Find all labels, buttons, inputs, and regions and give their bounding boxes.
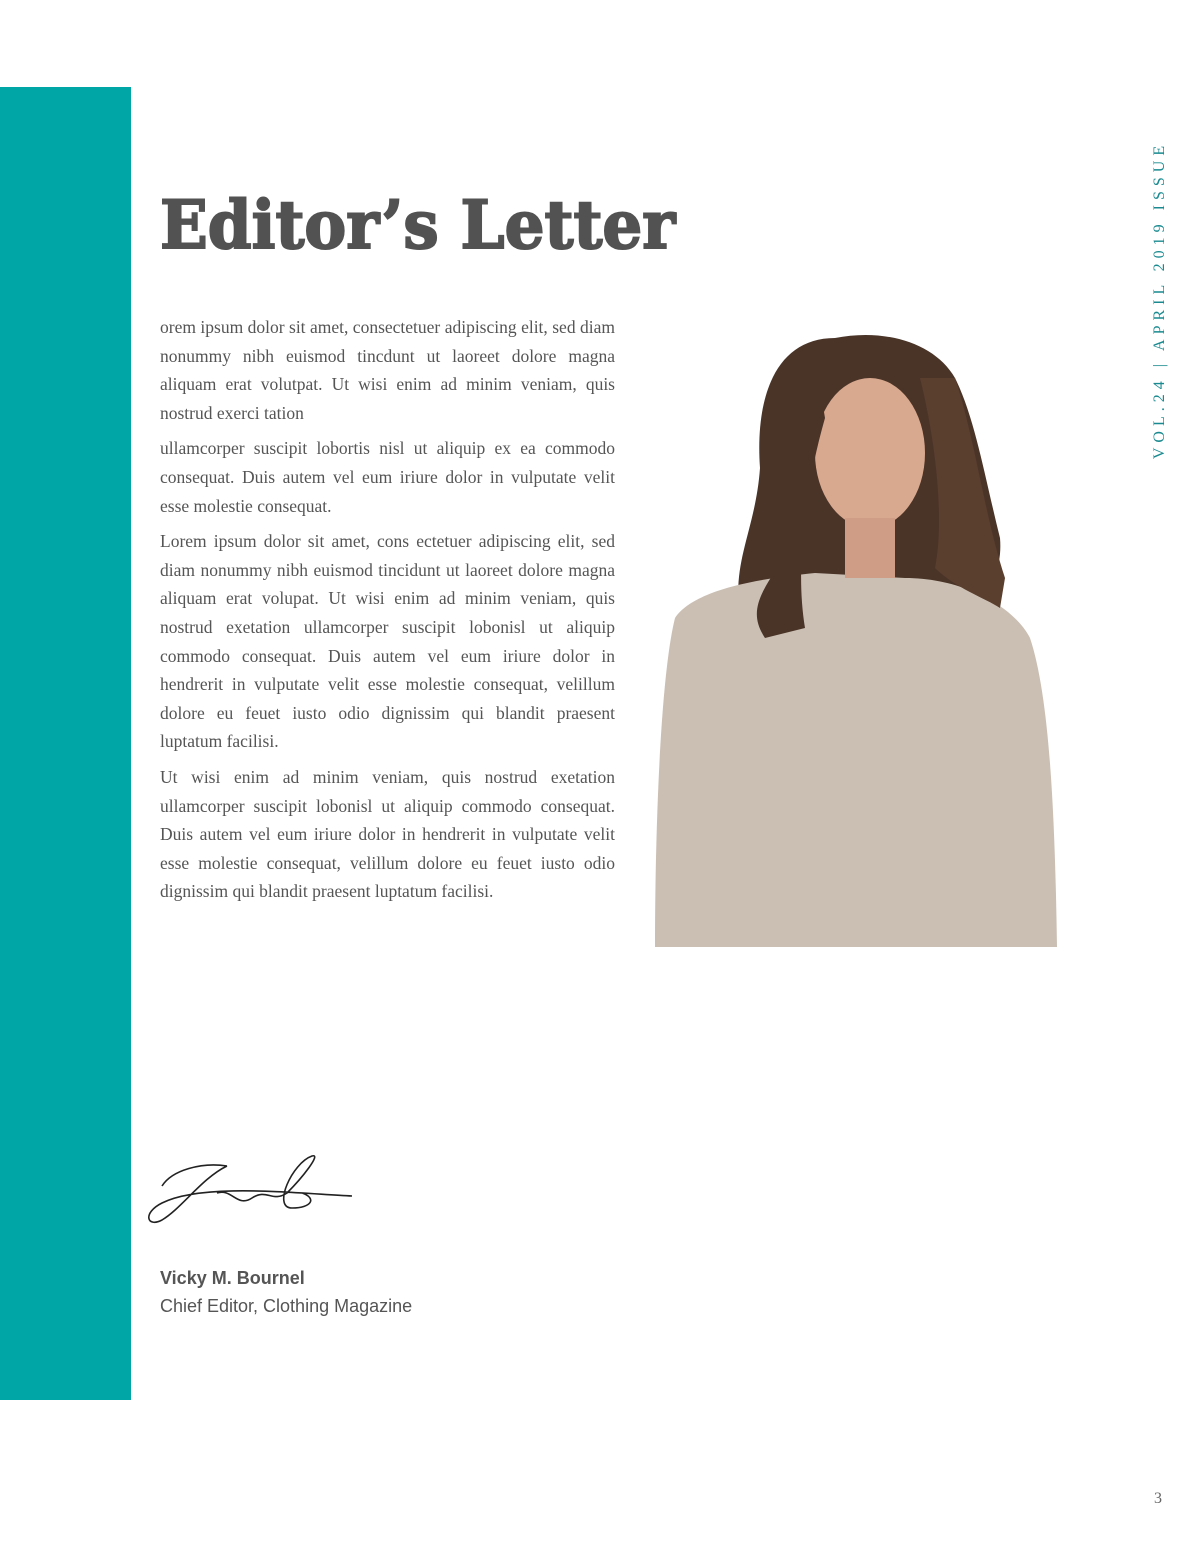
paragraph: ullamcorper suscipit lobortis nisl ut aliquip ex ea commodo consequat. Duis autem vel eum iriure dolor in vulputate velit esse molestie consequat. — [160, 438, 615, 516]
issue-label: VOL.24 | APRIL 2019 ISSUE — [1151, 140, 1168, 460]
paragraph: orem ipsum dolor sit amet, consectetuer adipiscing elit, sed diam nonummy nibh euismod tincdunt ut laoreet dolore magna aliquam erat volutpat. Ut wisi enim ad minim veniam, quis nostrud exerci tation — [160, 317, 615, 423]
author-name: Vicky M. Bournel — [160, 1268, 305, 1288]
author-role: Chief Editor, Clothing Magazine — [160, 1296, 413, 1316]
paragraph: Lorem ipsum dolor sit amet, cons ectetuer adipiscing elit, sed diam nonummy nibh euismod tincidunt ut laoreet dolore magna aliquam erat volupat. Ut wisi enim ad minim veniam, quis nostrud exetation ullamcorper suscipit lobonisl ut aliquip commodo consequat. Duis autem vel eum iriure dolor in hendrerit in vulputate velit esse molestie consequat, velillum dolore eu feuet iusto odio dignissim qui blandit praesent luptatum facilisi. — [160, 531, 615, 752]
page-title: Editor’s Letter — [160, 186, 676, 264]
paragraph: Ut wisi enim ad minim veniam, quis nostrud exetation ullamcorper suscipit lobonisl ut aliquip commodo consequat. Duis autem vel eum iriure dolor in hendrerit in vulputate velit esse molestie consequat, velillum dolore eu feuet iusto odio dignissim qui blandit praesent luptatum facilisi. — [160, 766, 615, 902]
signature — [142, 1148, 357, 1233]
letter-body — [160, 313, 615, 913]
page-number: 3 — [1154, 1490, 1162, 1507]
editor-photo — [655, 318, 1057, 947]
accent-side-bar — [0, 87, 131, 1400]
